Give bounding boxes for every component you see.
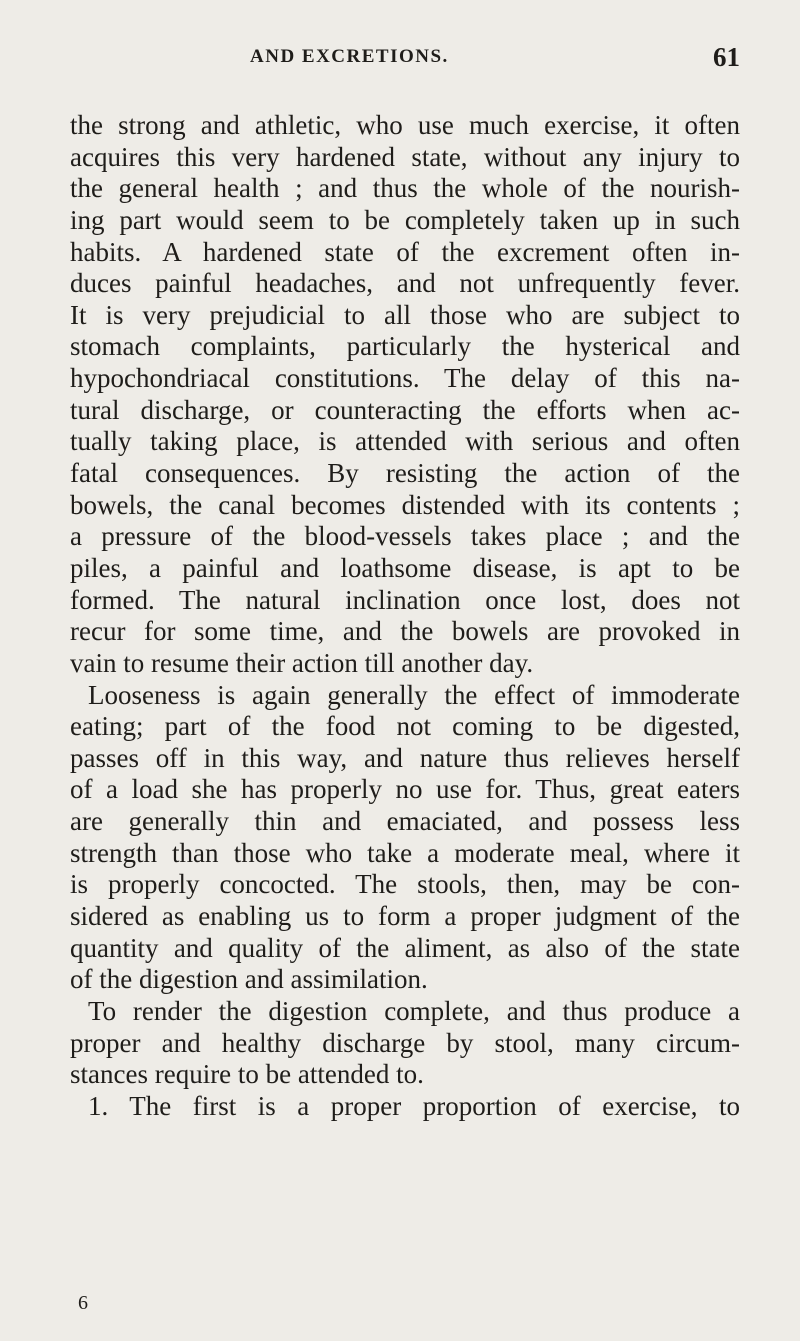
- paragraph-start-line: To render the digestion complete, and thus produce a: [88, 995, 740, 1026]
- text-line: proper and healthy discharge by stool, many circum-: [70, 1027, 740, 1058]
- paragraph-end-line: of the digestion and assimilation.: [70, 964, 428, 995]
- text-line: eating; part of the food not coming to be digested,: [70, 711, 740, 742]
- running-head: [70, 42, 740, 82]
- text-line: habits. A hardened state of the excrement often in-: [70, 236, 740, 267]
- text-line: are generally thin and emaciated, and possess less: [70, 806, 740, 837]
- text-line: recur for some time, and the bowels are provoked in: [70, 616, 740, 647]
- text-line: of a load she has properly no use for. Thus, great eaters: [70, 774, 740, 805]
- running-title: AND EXCRETIONS.: [250, 46, 449, 67]
- text-line: is properly concocted. The stools, then, may be con-: [70, 869, 740, 900]
- text-line: passes off in this way, and nature thus relieves herself: [70, 742, 740, 773]
- paragraph-start-line: Looseness is again generally the effect of immoderate: [88, 679, 740, 710]
- text-line: the strong and athletic, who use much exercise, it often: [70, 110, 740, 140]
- paragraph-end-line: vain to resume their action till another day.: [70, 647, 534, 678]
- text-line: piles, a painful and loathsome disease, is apt to be: [70, 552, 740, 583]
- text-line: stomach complaints, particularly the hysterical and: [70, 331, 740, 362]
- signature-number: 6: [78, 1292, 88, 1314]
- text-line: duces painful headaches, and not unfrequently fever.: [70, 268, 740, 299]
- page-number: 61: [713, 42, 740, 72]
- text-line: tural discharge, or counteracting the efforts when ac-: [70, 394, 740, 425]
- text-line: quantity and quality of the aliment, as also of the state: [70, 932, 740, 963]
- text-line: It is very prejudicial to all those who are subject to: [70, 299, 740, 330]
- text-line: ing part would seem to be completely taken up in such: [70, 204, 740, 235]
- text-line: formed. The natural inclination once lost, does not: [70, 584, 740, 615]
- text-line: sidered as enabling us to form a proper judgment of the: [70, 901, 740, 932]
- text-line: fatal consequences. By resisting the action of the: [70, 458, 740, 489]
- text-line: tually taking place, is attended with serious and often: [70, 426, 740, 457]
- text-line: the general health ; and thus the whole of the nourish-: [70, 173, 740, 204]
- paragraph-end-line: stances require to be attended to.: [70, 1059, 424, 1090]
- body-text: [70, 110, 740, 1123]
- text-line: hypochondriacal constitutions. The delay of this na-: [70, 363, 740, 394]
- text-line: strength than those who take a moderate meal, where it: [70, 837, 740, 868]
- text-line: a pressure of the blood-vessels takes place ; and the: [70, 521, 740, 552]
- text-line: acquires this very hardened state, without any injury to: [70, 141, 740, 172]
- text-line: bowels, the canal becomes distended with its contents ;: [70, 489, 740, 520]
- numbered-item-line: 1. The first is a proper proportion of exercise, to: [88, 1090, 740, 1121]
